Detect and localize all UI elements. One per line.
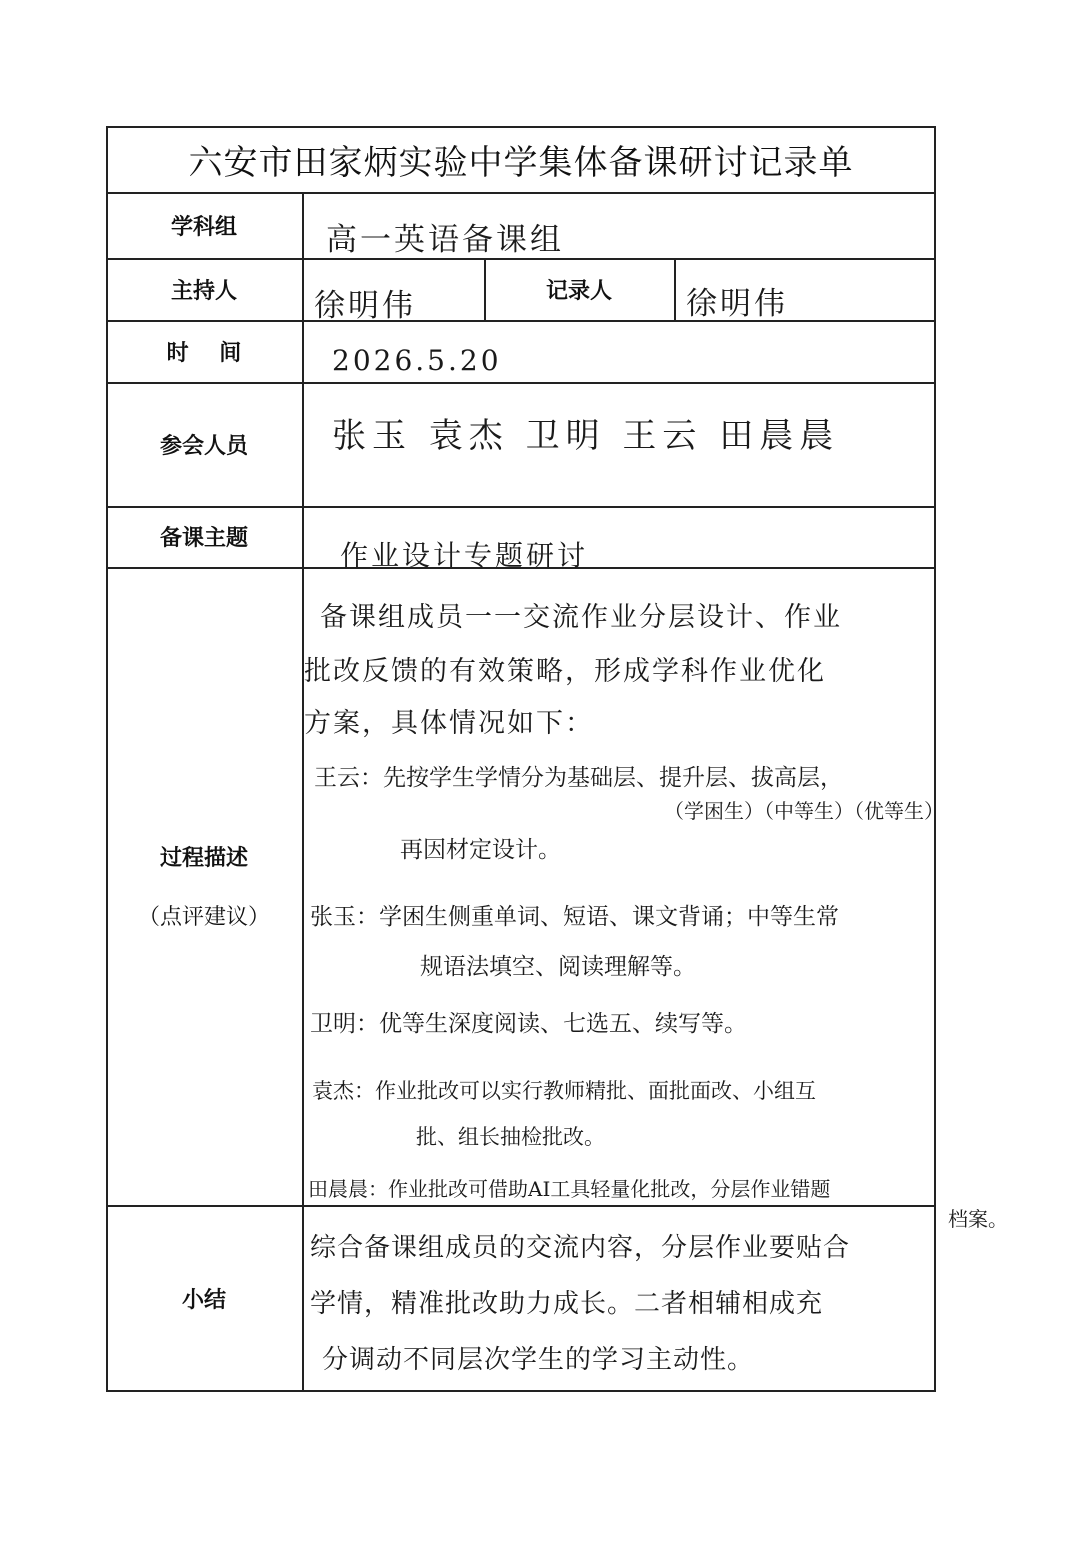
value-participants: 张玉 袁杰 卫明 王云 田晨晨 [332, 416, 840, 456]
summary-line: 学情，精准批改助力成长。二者相辅相成充 [310, 1289, 824, 1319]
label-summary: 小结 [181, 1288, 226, 1313]
process-weiming: 卫明：优等生深度阅读、七选五、续写等。 [310, 1011, 747, 1037]
label-recorder: 记录人 [545, 278, 612, 304]
sheet-title: 六安市田家炳实验中学集体备课研讨记录单 [188, 142, 854, 183]
label-host: 主持人 [170, 278, 237, 304]
process-line: 王云：先按学生学情分为基础层、提升层、拔高层， [314, 765, 843, 791]
process-intro-line: 备课组成员一一交流作业分层设计、作业 [320, 602, 842, 633]
process-line: 再因材定设计。 [400, 837, 561, 863]
label-participants: 参会人员 [159, 433, 248, 459]
process-line: 规语法填空、阅读理解等。 [420, 954, 696, 980]
label-process-sub: （点评建议） [137, 905, 270, 930]
process-line: 袁杰：作业批改可以实行教师精批、面批面改、小组互 [312, 1079, 816, 1103]
label-process-group [106, 567, 302, 1205]
value-subject-group: 高一英语备课组 [326, 222, 564, 258]
process-line: 张玉：学困生侧重单词、短语、课文背诵；中等生常 [310, 904, 839, 930]
process-yuanjie [312, 1068, 816, 1160]
process-line: 批、组长抽检批改。 [416, 1125, 605, 1149]
column-divider [302, 192, 304, 1392]
summary-text [310, 1220, 850, 1388]
value-topic: 作业设计专题研讨 [340, 539, 589, 572]
value-recorder: 徐明伟 [686, 286, 788, 322]
value-host: 徐明伟 [314, 288, 416, 324]
process-zhangyu [310, 892, 839, 992]
process-line: 档案。 [948, 1207, 1008, 1231]
column-divider [674, 258, 676, 320]
process-intro-line: 批改反馈的有效策略，形成学科作业优化 [304, 656, 826, 687]
label-subject-group: 学科组 [170, 214, 237, 240]
value-time: 2026.5.20 [332, 344, 502, 377]
process-intro [304, 592, 842, 750]
process-line-level-notes: （学困生）（中等生）（优等生） [664, 799, 944, 823]
summary-line: 综合备课组成员的交流内容，分层作业要贴合 [310, 1233, 851, 1263]
process-wangyun [314, 758, 944, 870]
label-process: 过程描述 [159, 846, 248, 871]
process-intro-line: 方案，具体情况如下： [304, 708, 594, 739]
record-sheet [106, 126, 1008, 1392]
label-topic: 备课主题 [159, 526, 248, 551]
process-line: 田晨晨：作业批改可借助AI工具轻量化批改，分层作业错题 [308, 1177, 831, 1201]
label-time: 时 间 [166, 340, 242, 366]
summary-line: 分调动不同层次学生的学习主动性。 [322, 1345, 755, 1375]
